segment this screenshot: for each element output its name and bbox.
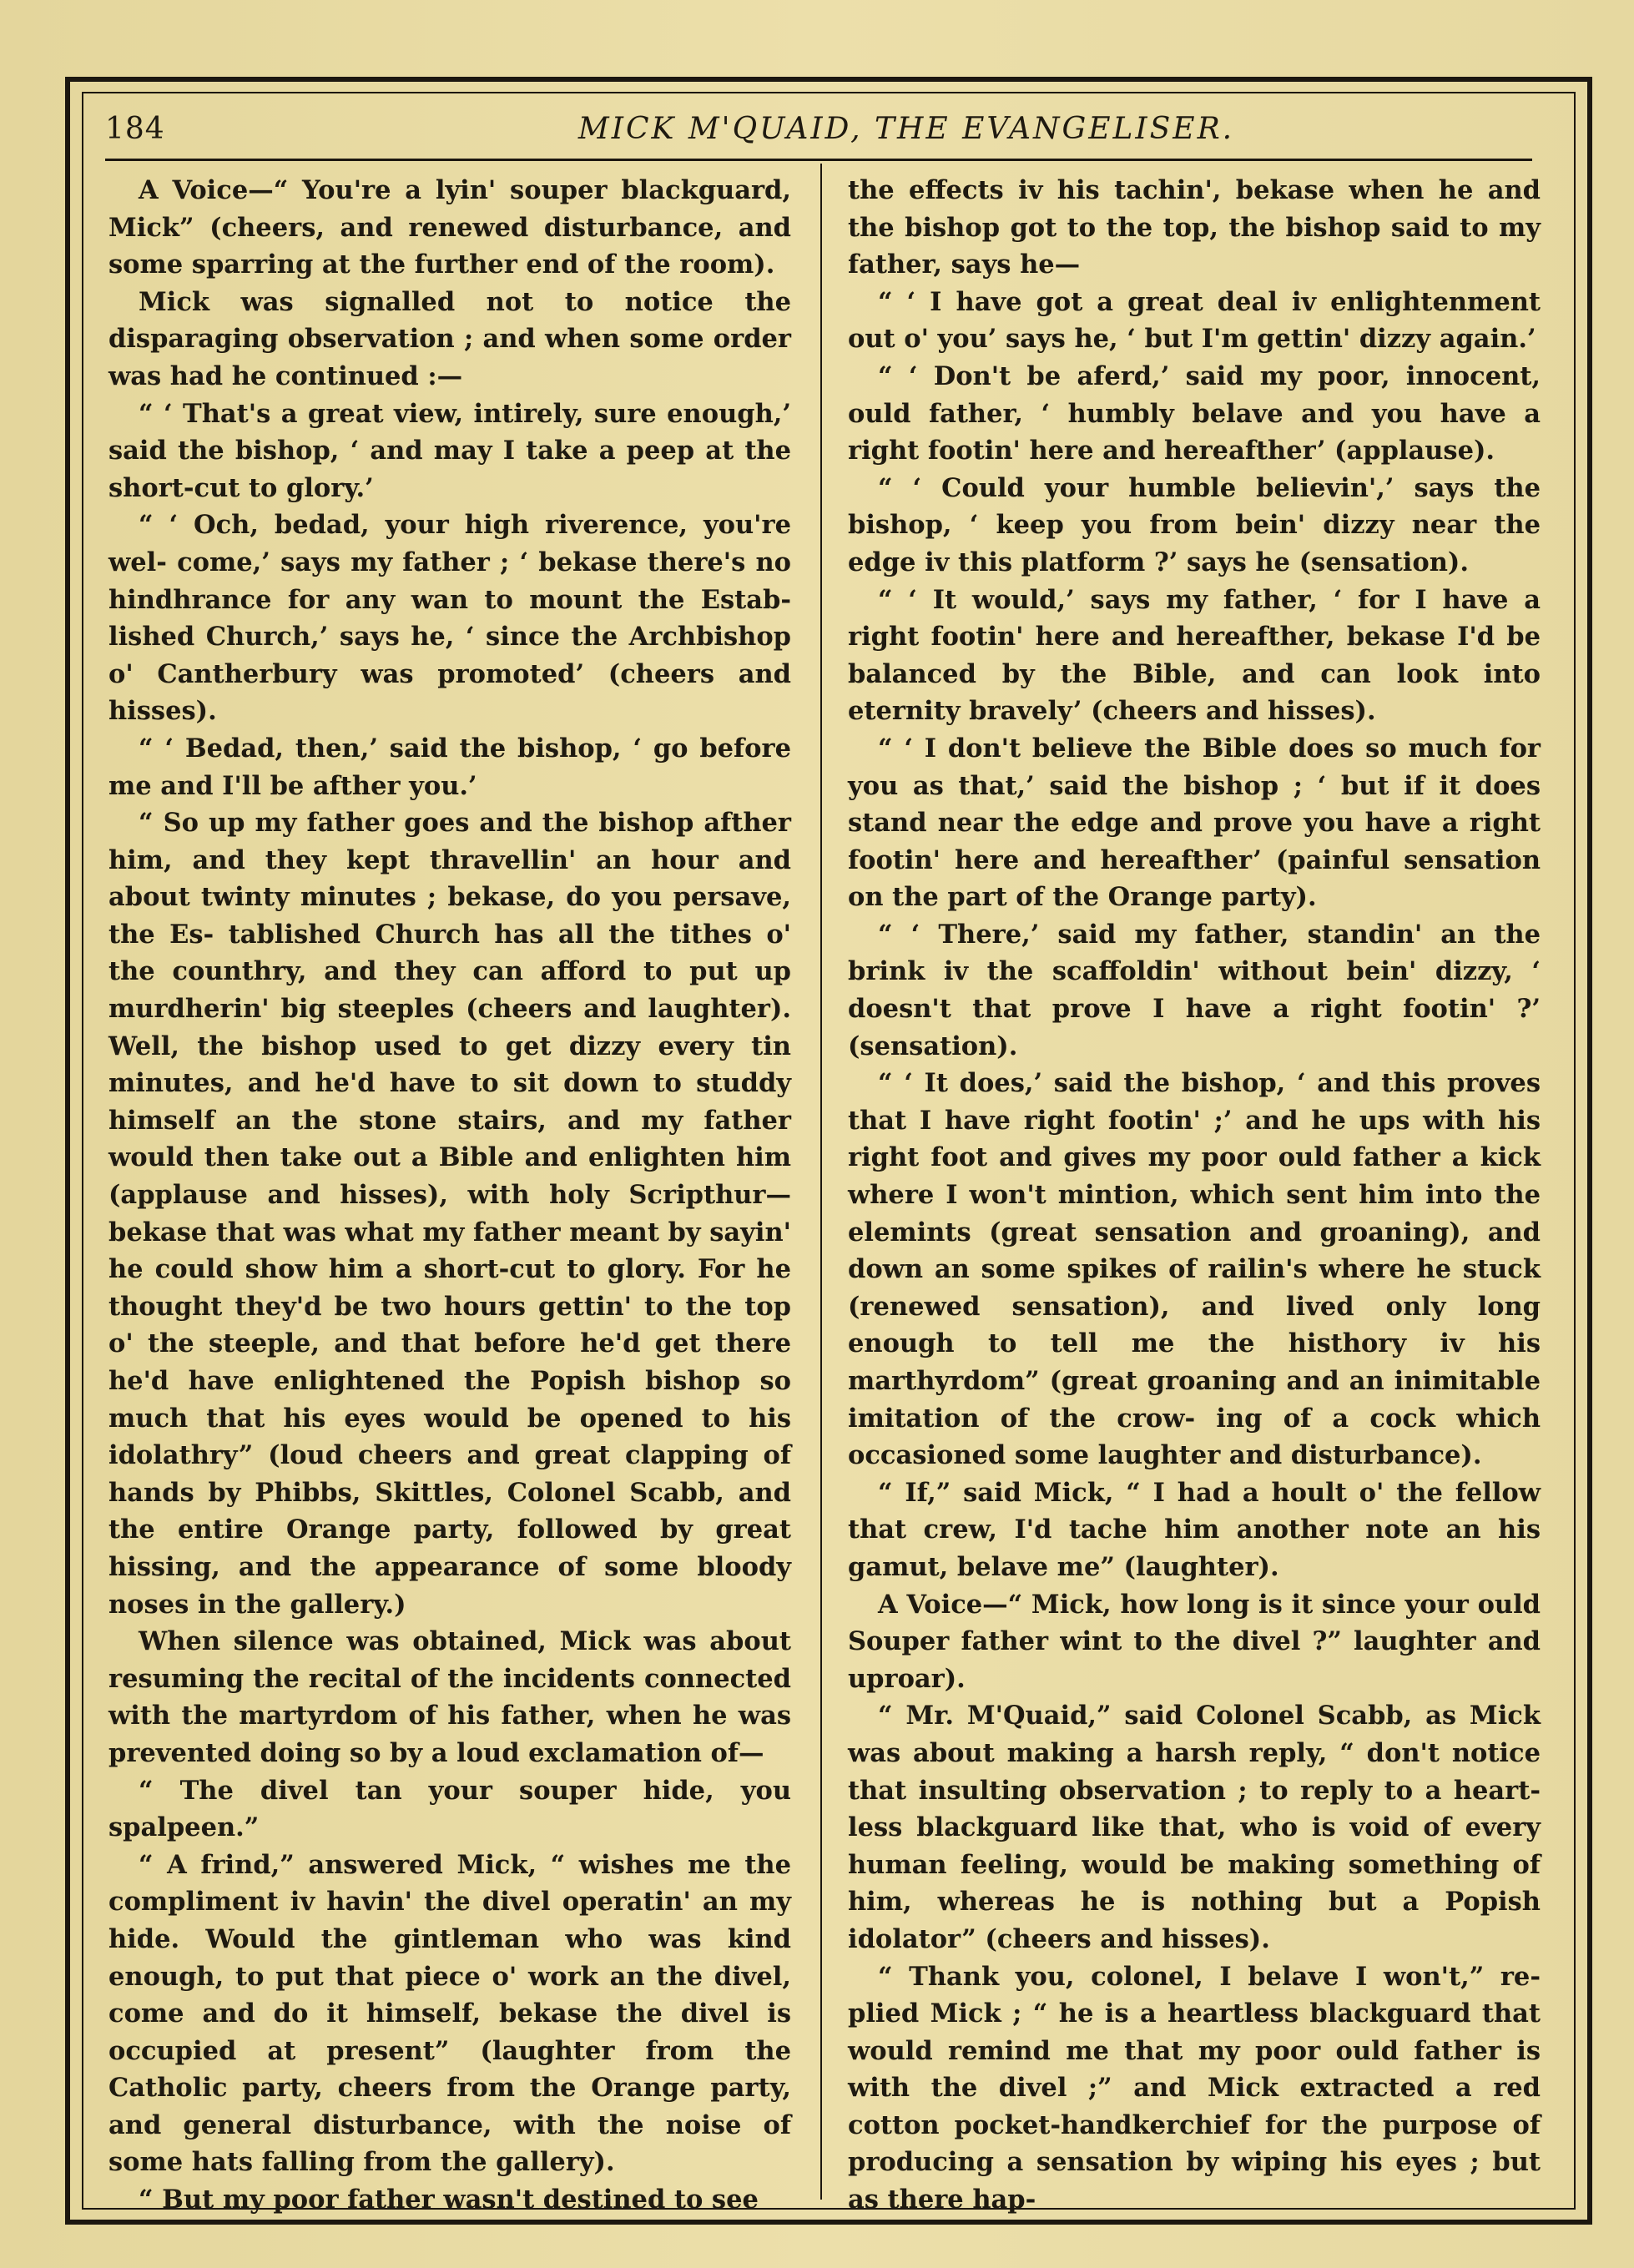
- paragraph: “ ‘ Don't be aferd,’ said my poor, innocent, ould father, ‘ humbly belave and you have a right footin' here and hereafther’ (applause).: [848, 360, 1541, 466]
- left-column: [108, 172, 791, 2219]
- paragraph: “ ‘ It does,’ said the bishop, ‘ and this proves that I have right footin' ;’ and he ups with his right foot and gives my poor ould father a kick where I won't mintion, which sent him into the elemints (great sensation and groaning), and down an some spikes of railin's where he stuck (renewed sensation), and lived only long enough to tell me the histhory iv his marthyrdom” (great groaning and an inimitable imitation of the crow- ing of a cock which occasioned some laughter and disturbance).: [848, 1068, 1541, 1471]
- paragraph: “ ‘ Bedad, then,’ said the bishop, ‘ go before me and I'll be afther you.’: [108, 733, 791, 801]
- paragraph: “ ‘ It would,’ says my father, ‘ for I have a right footin' here and hereafther, bekase I'd be balanced by the Bible, and can look into eternity bravely’ (cheers and hisses).: [848, 584, 1541, 727]
- paragraph: “ ‘ Och, bedad, your high riverence, you're wel- come,’ says my father ; ‘ bekase there's no hindhrance for any wan to mount the Estab- lished Church,’ says he, ‘ since the Archbishop o' Cantherbury was promoted’ (cheers and hisses).: [108, 510, 791, 727]
- paragraph: Mick was signalled not to notice the disparaging observation ; and when some order was had he continued :—: [108, 286, 791, 391]
- paragraph: “ If,” said Mick, “ I had a hoult o' the fellow that crew, I'd tache him another note an his gamut, belave me” (laughter).: [848, 1477, 1541, 1582]
- paragraph: “ A frind,” answered Mick, “ wishes me the compliment iv havin' the divel operatin' an my hide. Would the gintleman who was kind enough, to put that piece o' work an the divel, come and do it himself, bekase the divel is occupied at present” (laughter from the Catholic party, cheers from the Orange party, and general disturbance, with the noise of some hats falling from the gallery).: [108, 1849, 791, 2178]
- paragraph: “ But my poor father wasn't destined to see: [139, 2185, 759, 2215]
- paragraph: A Voice—“ Mick, how long is it since your ould Souper father wint to the divel ?” laughter and uproar).: [848, 1589, 1541, 1694]
- header-rule: [105, 159, 1532, 161]
- column-divider: [820, 164, 822, 2200]
- paragraph: the effects iv his tachin', bekase when he and the bishop got to the top, the bishop said to my father, says he—: [848, 175, 1541, 280]
- paragraph: A Voice—“ You're a lyin' souper blackguard, Mick” (cheers, and renewed disturbance, and some sparring at the further end of the room).: [108, 175, 791, 280]
- paragraph: “ The divel tan your souper hide, you spalpeen.”: [108, 1775, 791, 1843]
- running-title: MICK M'QUAID, THE EVANGELISER.: [577, 112, 1235, 146]
- paragraph: “ ‘ There,’ said my father, standin' an the brink iv the scaffoldin' without bein' dizzy, ‘ doesn't that prove I have a right footin' ?’ (sensation).: [848, 919, 1541, 1061]
- paragraph: “ So up my father goes and the bishop afther him, and they kept thravellin' an hour and about twinty minutes ; bekase, do you persave, the Es- tablished Church has all the tithes o' the counthry, and they can afford to put up murdherin' big steeples (cheers and laughter). Well, the bishop used to get dizzy every tin minutes, and he'd have to sit down to studdy himself an the stone stairs, and my father would then take out a Bible and enlighten him (applause and hisses), with holy Scripthur—bekase that was what my father meant by sayin' he could show him a short-cut to glory. For he thought they'd be two hours gettin' to the top o' the steeple, and that before he'd get there he'd have enlightened the Popish bishop so much that his eyes would be opened to his idolathry” (loud cheers and great clapping of hands by Phibbs, Skittles, Colonel Scabb, and the entire Orange party, followed by great hissing, and the appearance of some bloody noses in the gallery.): [108, 808, 791, 1620]
- paragraph: “ ‘ That's a great view, intirely, sure enough,’ said the bishop, ‘ and may I take a peep at the short-cut to glory.’: [108, 398, 791, 503]
- paragraph: “ ‘ I have got a great deal iv enlightenment out o' you’ says he, ‘ but I'm gettin' dizzy again.’: [848, 286, 1541, 355]
- paragraph: “ ‘ Could your humble believin',’ says the bishop, ‘ keep you from bein' dizzy near the edge iv this platform ?’ says he (sensation).: [848, 472, 1541, 577]
- paragraph: “ ‘ I don't believe the Bible does so much for you as that,’ said the bishop ; ‘ but if it does stand near the edge and prove you have a right footin' here and hereafther’ (painful sensation on the part of the Orange party).: [848, 733, 1541, 913]
- paragraph: When silence was obtained, Mick was about resuming the recital of the incidents connected with the martyrdom of his father, when he was prevented doing so by a loud exclamation of—: [108, 1626, 791, 1768]
- page-header: [105, 107, 1532, 154]
- page-number: 184: [105, 112, 165, 146]
- paragraph: “ Mr. M'Quaid,” said Colonel Scabb, as Mick was about making a harsh reply, “ don't notice that insulting observation ; to reply to a heart- less blackguard like that, who is void of every human feeling, would be making something of him, whereas he is nothing but a Popish idolator” (cheers and hisses).: [848, 1701, 1541, 1954]
- right-column: [848, 172, 1541, 2219]
- paragraph: “ Thank you, colonel, I belave I won't,” re- plied Mick ; “ he is a heartless blackguard that would remind me that my poor ould father is with the divel ;” and Mick extracted a red cotton pocket-handkerchief for the purpose of producing a sensation by wiping his eyes ; but as there hap-: [848, 1961, 1541, 2215]
